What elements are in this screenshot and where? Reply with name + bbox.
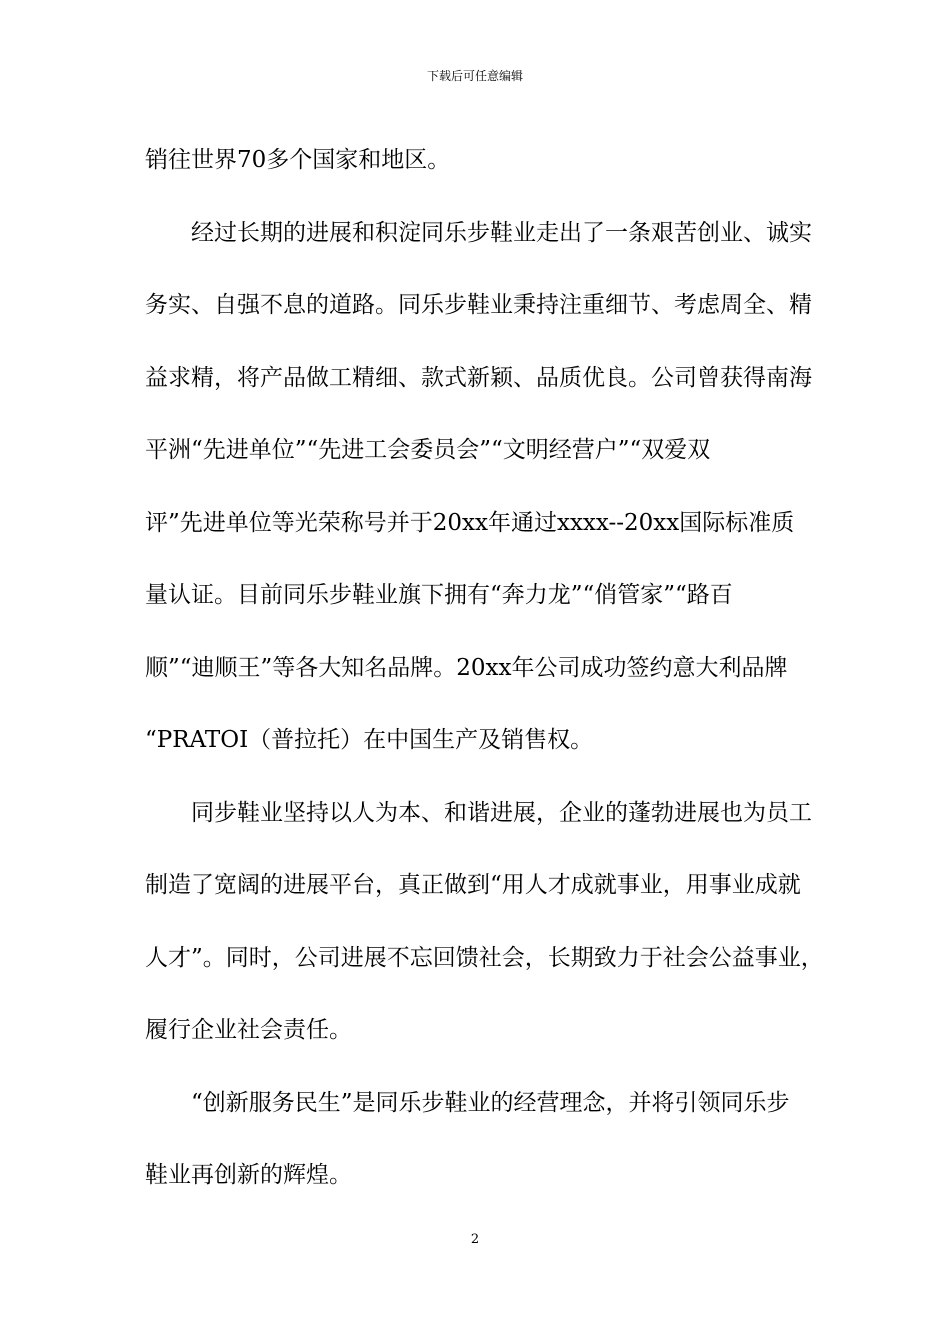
text-line: 履行企业社会责任。 [145,1017,352,1043]
text-line: 鞋业再创新的辉煌。 [145,1162,352,1188]
text-line: 顺”“迪顺王”等各大知名品牌。20xx年公司成功签约意大利品牌 [145,654,788,681]
text-line: “创新服务民生”是同乐步鞋业的经营理念，并将引领同乐步 [191,1089,790,1116]
text-line: 务实、自强不息的道路。同乐步鞋业秉持注重细节、考虑周全、精 [145,292,812,318]
page-number: 2 [470,1232,480,1247]
paragraph-2 [145,197,817,777]
text-line: 量认证。目前同乐步鞋业旗下拥有“奔力龙”“俏管家”“路百 [145,582,733,608]
paragraph-3 [145,777,824,1067]
text-line: 人才”。同时，公司进展不忘回馈社会，长期致力于社会公益事业， [145,944,824,971]
document-body [145,124,824,1212]
text-line: 益求精，将产品做工精细、款式新颖、品质优良。公司曾获得南海 [145,364,812,391]
page-header: 下载后可任意编辑 [426,69,523,83]
text-line: 制造了宽阔的进展平台，真正做到“用人才成就事业，用事业成就 [145,872,801,898]
text-line: “PRATOI（普拉托）在中国生产及销售权。 [145,727,594,753]
text-line: 同步鞋业坚持以人为本、和谐进展，企业的蓬勃进展也为员工 [191,799,812,826]
text-line: 销往世界70多个国家和地区。 [145,147,451,173]
text-line: 评”先进单位等光荣称号并于20xx年通过xxxx--20xx国际标准质 [145,509,795,536]
text-line: 平洲“先进单位”“先进工会委员会”“文明经营户”“双爱双 [145,437,711,463]
paragraph-1 [145,124,817,197]
text-line: 经过长期的进展和积淀同乐步鞋业走出了一条艰苦创业、诚实 [191,219,812,246]
paragraph-4 [145,1067,817,1212]
